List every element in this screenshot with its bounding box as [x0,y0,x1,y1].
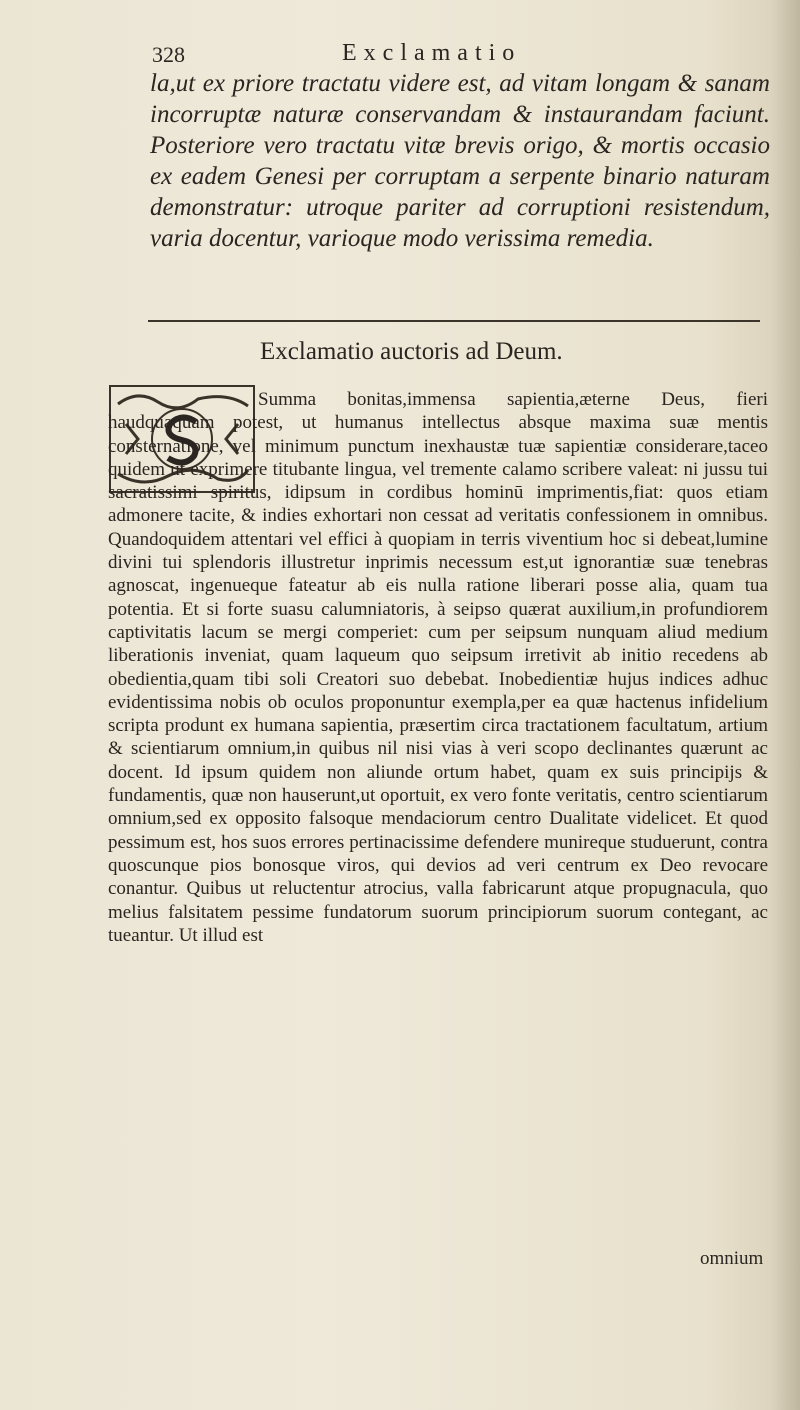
horizontal-rule [148,320,760,322]
body-paragraph: Summa bonitas,immensa sapientia,æterne Deus, fieri haudquaquam potest, ut humanus intellectus absque maxima suæ mentis consternatione, vel minimum punctum inexhaustæ tuæ sapientiæ considerare,taceo quidem ut exprimere titubante lingua, vel tremente calamo scribere valeat: ni jussu tui sacratissimi spiritus, idipsum in cordibus hominū imprimentis,fiat: quos etiam admonere tacite, & indies exhortari non cessat ad veritatis confessionem in omnibus. Quandoquidem attentari vel effici à quopiam in terris viventium hoc si debeat,lumine divini tui splendoris illustretur inprimis necessum est,ut ignorantiæ suæ tenebras agnoscat, ingenueque fateatur ab eis nulla ratione liberari posse alia, quam tua potentia. Et si forte suasu calumniatoris, à seipso quærat auxilium,in profundiorem captivitatis lacum se mergi comperiet: cum per seipsum nunquam aliud medium liberationis inveniat, quam laqueum quo seipsum irretivit ab initio recedens ab obedientia,quam tibi soli Creatori suo debebat. Inobedientiæ hujus indices adhuc evidentissima nobis ob oculos proponuntur exempla,per ea quæ hactenus infidelium scripta produnt ex humana sapientia, præsertim circa tractationem facultatum, artium & scientiarum omnium,in quibus nil nisi vias à veri scopo declinantes quærunt ac docent. Id ipsum quidem non aliunde ortum habet, quam ex suis principijs & fundamentis, quæ non hauserunt,ut oportuit, ex vero fonte veritatis, centro scientiarum omnium,sed ex opposito falsoque mendaciorum centro Dualitate videlicet. Et quod pessimum est, hos suos errores pertinacissime defendere munireque studuerunt, contra quoscunque pios bonosque viros, qui devios ad veri centrum ex Deo revocare conantur. Quibus ut reluctentur atrocius, valla fabricarunt atque propugnacula, quo melius falsitatem pessime fundatorum suorum principiorum suorum contegant, ac tueantur. Ut illud est [108,389,768,946]
catchword: omnium [700,1248,764,1269]
page-number: 328 [152,42,185,67]
running-head: Exclamatio [342,40,522,66]
page-edge-shadow [770,0,800,1410]
page-header [152,40,572,70]
section-heading: Exclamatio auctoris ad Deum. [260,338,563,365]
body-text [108,388,768,947]
intro-paragraph: la,ut ex priore tractatu videre est, ad vitam longam & sanam incorruptæ naturæ conservandam & instaurandam faciunt. Posteriore vero tractatu vitæ brevis origo, & mortis occasio ex eadem Genesi per corruptam a serpente binario naturam demonstratur: utroque pariter ad corruptioni resistendum, varia docentur, varioque modo verissima remedia. [150,70,770,252]
